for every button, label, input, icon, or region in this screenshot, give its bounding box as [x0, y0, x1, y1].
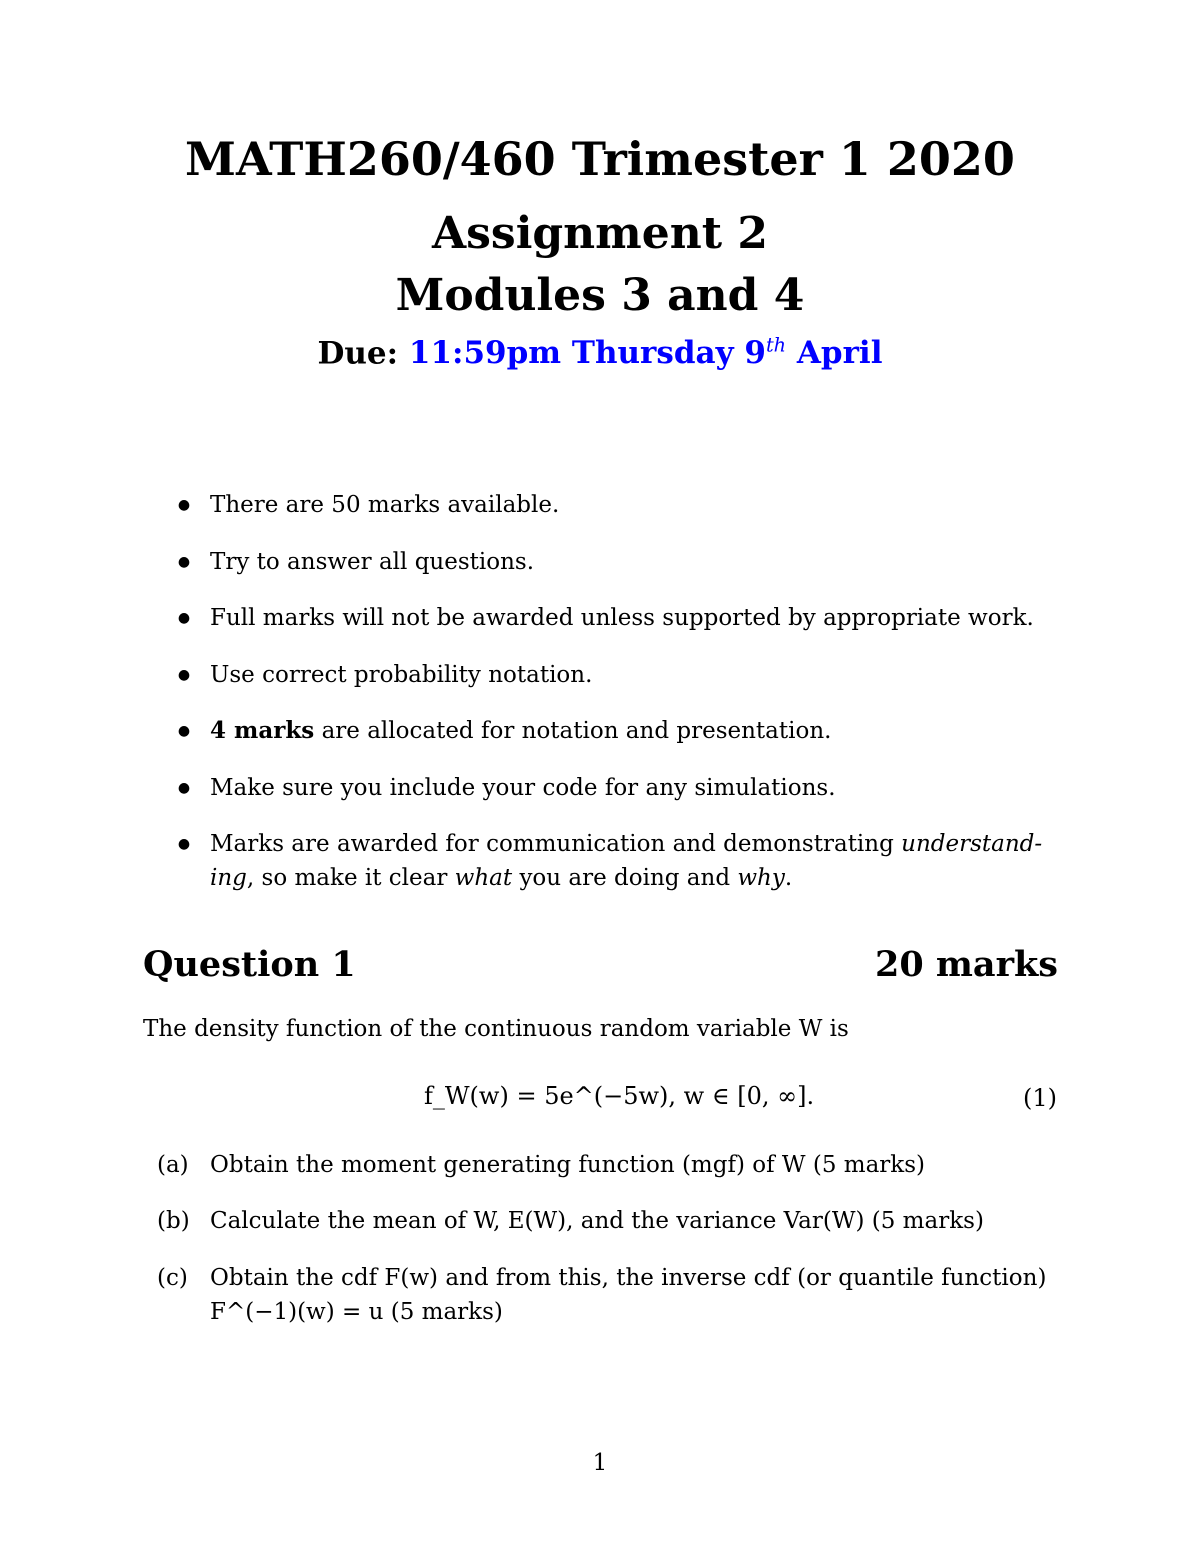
due-date — [409, 335, 883, 371]
due-time: 11:59pm Thursday 9 — [408, 335, 766, 372]
part-text: Calculate the mean of W, E(W), and the variance Var(W) (5 marks) — [210, 1208, 984, 1234]
instruction-text: you are doing and — [519, 865, 731, 891]
instruction-line — [210, 861, 1058, 895]
part-text-line: F^(−1)(w) = u (5 marks) — [210, 1299, 503, 1325]
bullet-icon: ● — [177, 836, 191, 852]
equation-number: (1) — [1023, 1084, 1057, 1112]
bullet-icon: ● — [177, 666, 191, 683]
bullet-icon: ● — [177, 553, 191, 570]
instruction-item — [158, 488, 1058, 522]
instruction-text: Try to answer all questions. — [210, 548, 535, 575]
instruction-text: . — [784, 865, 793, 891]
instruction-item — [158, 827, 1058, 895]
due-label: Due: — [317, 335, 399, 372]
instruction-item — [158, 658, 1058, 692]
question-marks: 20 marks — [875, 944, 1058, 985]
instruction-emphasis: understand- — [901, 831, 1043, 857]
instruction-text: are allocated for notation and presentation. — [321, 718, 832, 744]
instruction-line — [210, 827, 1058, 861]
instruction-item — [158, 545, 1058, 579]
part-label: (b) — [157, 1208, 190, 1234]
instruction-list — [158, 488, 1058, 918]
bullet-icon: ● — [177, 723, 191, 739]
assignment-subtitle: Assignment 2 — [432, 208, 768, 259]
due-month: April — [796, 335, 883, 372]
part-text: Obtain the moment generating function (mgf) of W (5 marks) — [210, 1152, 926, 1178]
page-number: 1 — [592, 1450, 608, 1476]
part-label: (a) — [157, 1152, 189, 1178]
instruction-text: Marks are awarded for communication and demonstrating — [210, 831, 894, 857]
instruction-emphasis: ing — [210, 865, 247, 891]
question-part-b — [143, 1204, 1058, 1238]
instruction-text: Full marks will not be awarded unless supported by appropriate work. — [210, 605, 1034, 631]
document-title: MATH260/460 Trimester 1 2020 — [185, 132, 1015, 186]
instruction-emphasis: 4 marks — [210, 717, 315, 744]
instruction-emphasis: what — [454, 865, 513, 891]
modules-subtitle: Modules 3 and 4 — [395, 270, 805, 321]
instruction-text: Use correct probability notation. — [210, 661, 593, 688]
part-text — [210, 1261, 1058, 1329]
instruction-item — [158, 714, 1058, 748]
question-title: Question 1 — [143, 944, 356, 985]
instruction-emphasis: why — [737, 865, 785, 891]
due-ordinal: th — [765, 334, 787, 357]
instruction-text: There are 50 marks available. — [210, 492, 560, 518]
due-date-line — [0, 334, 1200, 371]
question-intro: The density function of the continuous random variable W is — [143, 1016, 849, 1042]
question-part-a — [143, 1148, 1058, 1182]
instruction-text: Make sure you include your code for any simulations. — [210, 774, 836, 801]
instruction-text: , so make it clear — [246, 865, 448, 891]
part-text-line: Obtain the cdf F(w) and from this, the inverse cdf (or quantile function) — [210, 1265, 1047, 1291]
bullet-icon: ● — [177, 497, 191, 513]
instruction-item — [158, 601, 1058, 635]
density-equation: f_W(w) = 5e^(−5w), w ∈ [0, ∞]. — [424, 1082, 815, 1110]
instruction-item — [158, 771, 1058, 805]
question-part-c — [143, 1261, 1058, 1329]
bullet-icon: ● — [177, 779, 191, 796]
bullet-icon: ● — [177, 610, 191, 626]
part-label: (c) — [157, 1265, 188, 1291]
